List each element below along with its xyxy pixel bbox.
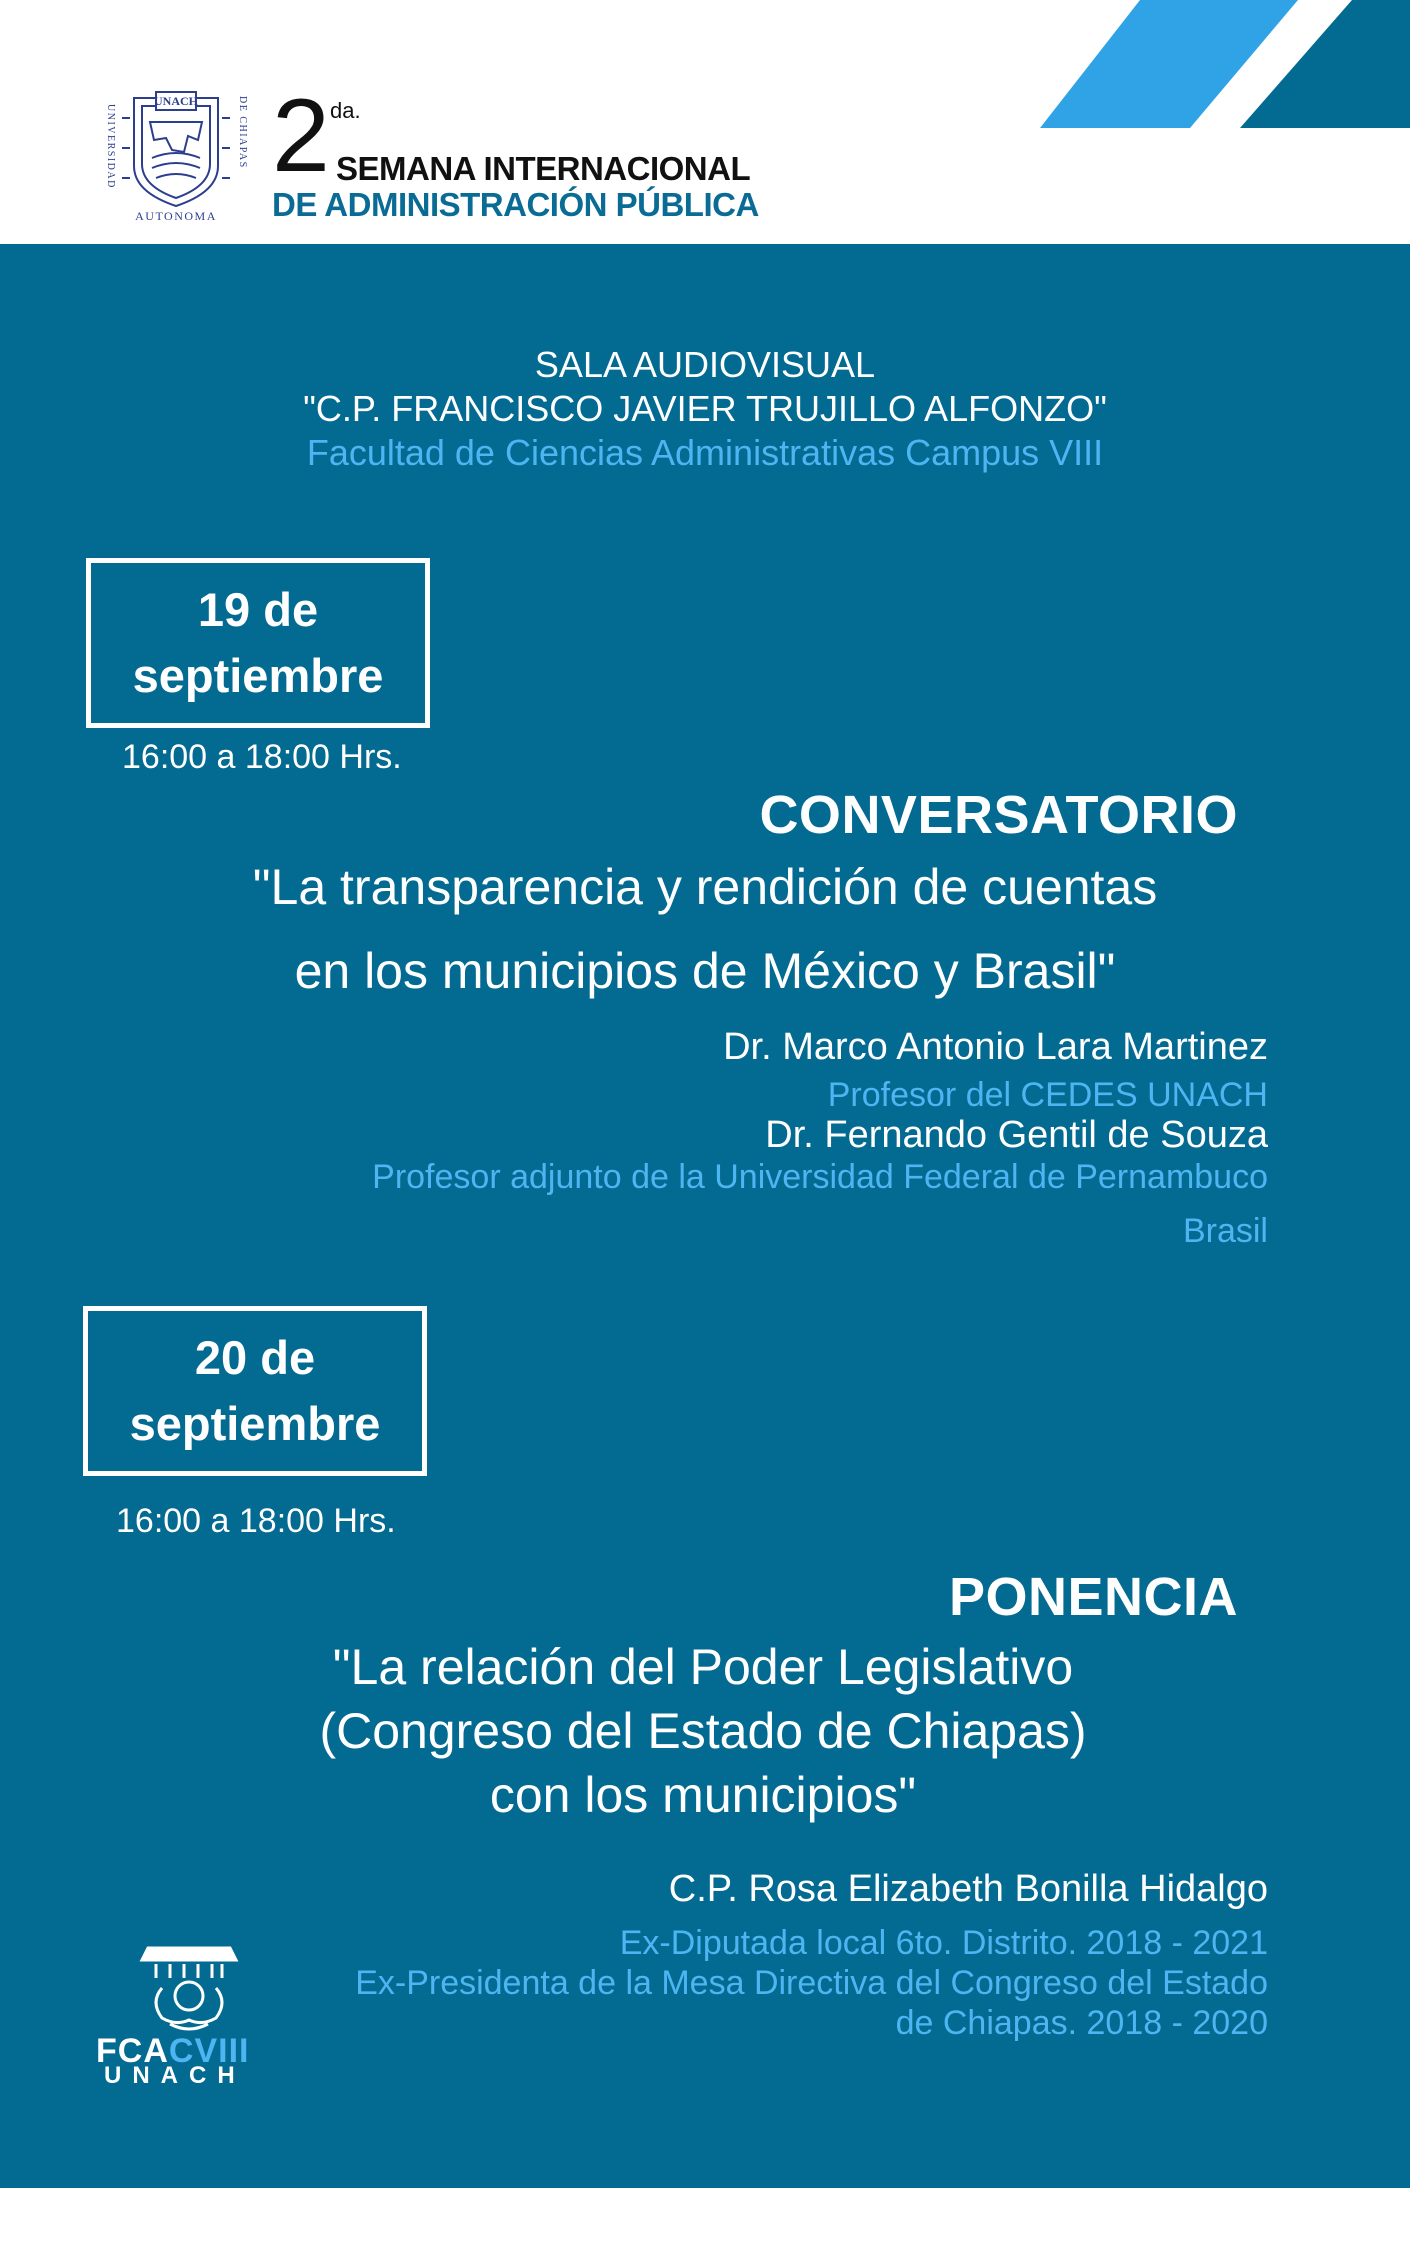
speaker-name: Dr. Fernando Gentil de Souza <box>765 1114 1268 1156</box>
venue-hall: "C.P. FRANCISCO JAVIER TRUJILLO ALFONZO" <box>303 388 1107 429</box>
unach-seal-logo <box>100 88 252 222</box>
fca-logo-fca: FCA <box>96 2032 169 2070</box>
session-time: 16:00 a 18:00 Hrs. <box>116 1502 396 1540</box>
session-title-line: "La relación del Poder Legislativo <box>332 1639 1074 1695</box>
venue-faculty: Facultad de Ciencias Administrativas Campus VIII <box>306 432 1104 473</box>
date-month: septiembre <box>129 1397 381 1450</box>
date-box <box>83 1306 427 1476</box>
seal-top-text: UNACH <box>154 94 198 108</box>
session-type: PONENCIA <box>948 1567 1238 1627</box>
session-type: CONVERSATORIO <box>759 785 1238 845</box>
speaker-role: Profesor adjunto de la Universidad Federal de Pernambuco <box>372 1158 1268 1196</box>
date-month: septiembre <box>132 649 384 702</box>
speaker-name: Dr. Marco Antonio Lara Martinez <box>723 1026 1268 1068</box>
footer-strip <box>0 2188 1410 2250</box>
session-title-line: con los municipios" <box>489 1767 917 1823</box>
session-time: 16:00 a 18:00 Hrs. <box>122 738 402 776</box>
speaker-role: Ex-Diputada local 6to. Distrito. 2018 - 2021 <box>619 1924 1268 1962</box>
session-title-line: en los municipios de México y Brasil" <box>294 943 1116 999</box>
event-title-line1: SEMANA INTERNACIONAL <box>336 150 751 187</box>
date-box <box>86 558 430 728</box>
edition-suffix: da. <box>330 98 361 123</box>
event-title-line2: DE ADMINISTRACIÓN PÚBLICA <box>272 186 759 223</box>
speaker-role: Ex-Presidenta de la Mesa Directiva del Congreso del Estado <box>355 1964 1268 2002</box>
speaker-country: Brasil <box>1182 1212 1268 1250</box>
session-title-line: (Congreso del Estado de Chiapas) <box>319 1703 1087 1759</box>
corner-stripes-decoration <box>1040 0 1410 128</box>
speaker-role: de Chiapas. 2018 - 2020 <box>895 2004 1268 2042</box>
seal-left-text: UNIVERSIDAD <box>105 104 116 189</box>
date-day: 20 de <box>194 1331 316 1384</box>
header <box>0 0 1410 244</box>
speaker-name: C.P. Rosa Elizabeth Bonilla Hidalgo <box>668 1868 1268 1910</box>
fca-logo-cviii: CVIII <box>168 2032 250 2070</box>
seal-right-text: DE CHIAPAS <box>237 96 248 169</box>
venue-name: SALA AUDIOVISUAL <box>534 344 876 385</box>
seal-bottom-text: AUTONOMA <box>135 209 217 222</box>
date-day: 19 de <box>197 583 319 636</box>
edition-number: 2 <box>272 78 328 194</box>
speaker-role: Profesor del CEDES UNACH <box>827 1076 1268 1114</box>
session-title-line: "La transparencia y rendición de cuentas <box>252 859 1158 915</box>
fca-logo-subtext: UNACH <box>104 2062 246 2089</box>
